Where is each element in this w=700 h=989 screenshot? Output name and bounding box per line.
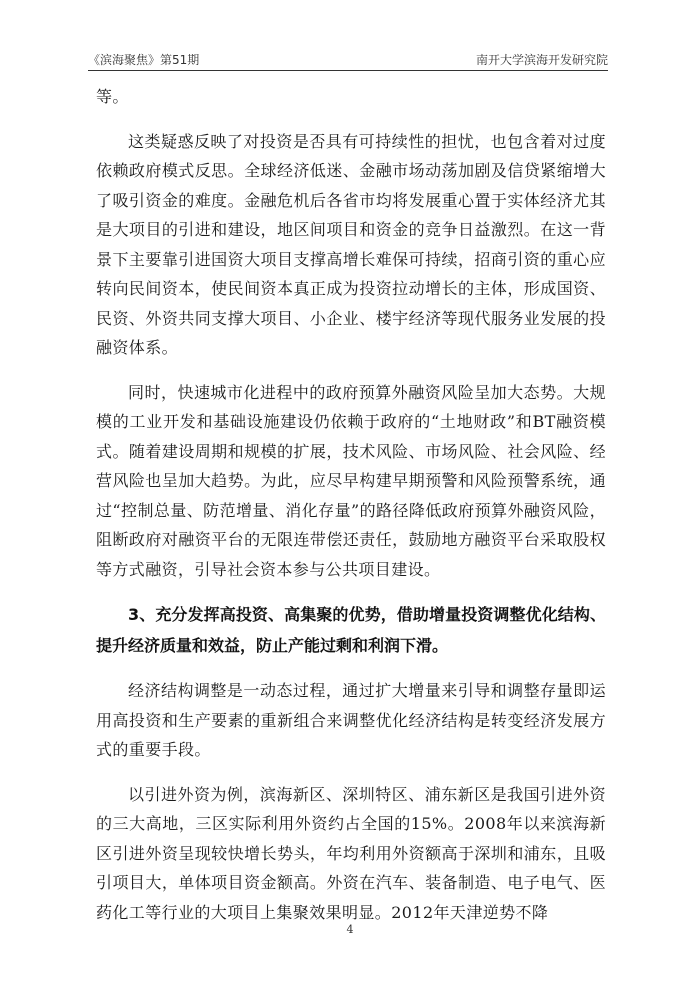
page-header [88,48,608,71]
institute-name: 南开大学滨海开发研究院 [475,53,608,67]
document-body [96,82,606,927]
paragraph-foreign-investment: 以引进外资为例，滨海新区、深圳特区、浦东新区是我国引进外资的三大高地，三区实际利用外资约占全国的15%。2008年以来滨海新区引进外资呈现较快增长势头，年均利用外资额高于深圳和浦东，且吸引项目大，单体项目资金额高。外资在汽车、装备制造、电子电气、医药化工等行业的大项目上集聚效果明显。2012年天津逆势不降 [96,784,606,922]
paragraph-financing-risk: 同时，快速城市化进程中的政府预算外融资风险呈加大态势。大规模的工业开发和基础设施建设仍依赖于政府的“土地财政”和BT融资模式。随着建设周期和规模的扩展，技术风险、市场风险、社会风险、经营风险也呈加大趋势。为此，应尽早构建早期预警和风险预警系统，通过“控制总量、防范增量、消化存量”的路径降低政府预算外融资风险，阻断政府对融资平台的无限连带偿还责任，鼓励地方融资平台采取股权等方式融资，引导社会资本参与公共项目建设。 [96,382,606,579]
page-number: 4 [346,923,354,936]
journal-issue-label: 《滨海聚焦》第51期 [88,53,200,67]
paragraph-continuation: 等。 [96,87,129,106]
paragraph-investment-doubts: 这类疑惑反映了对投资是否具有可持续性的担忧，也包含着对过度依赖政府模式反思。全球经济低迷、金融市场动荡加剧及信贷紧缩增大了吸引资金的难度。金融危机后各省市均将发展重心置于实体经济尤其是大项目的引进和建设，地区间项目和资金的竞争日益激烈。在这一背景下主要靠引进国资大项目支撑高增长难保可持续，招商引资的重心应转向民间资本，使民间资本真正成为投资拉动增长的主体，形成国资、民资、外资共同支撑大项目、小企业、楼宇经济等现代服务业发展的投融资体系。 [96,131,606,357]
section-heading-3: 3、充分发挥高投资、高集聚的优势，借助增量投资调整优化结构、提升经济质量和效益，防止产能过剩和利润下滑。 [96,605,606,655]
paragraph-structure-adjustment: 经济结构调整是一动态过程，通过扩大增量来引导和调整存量即运用高投资和生产要素的重新组合来调整优化经济结构是转变经济发展方式的重要手段。 [96,681,606,759]
